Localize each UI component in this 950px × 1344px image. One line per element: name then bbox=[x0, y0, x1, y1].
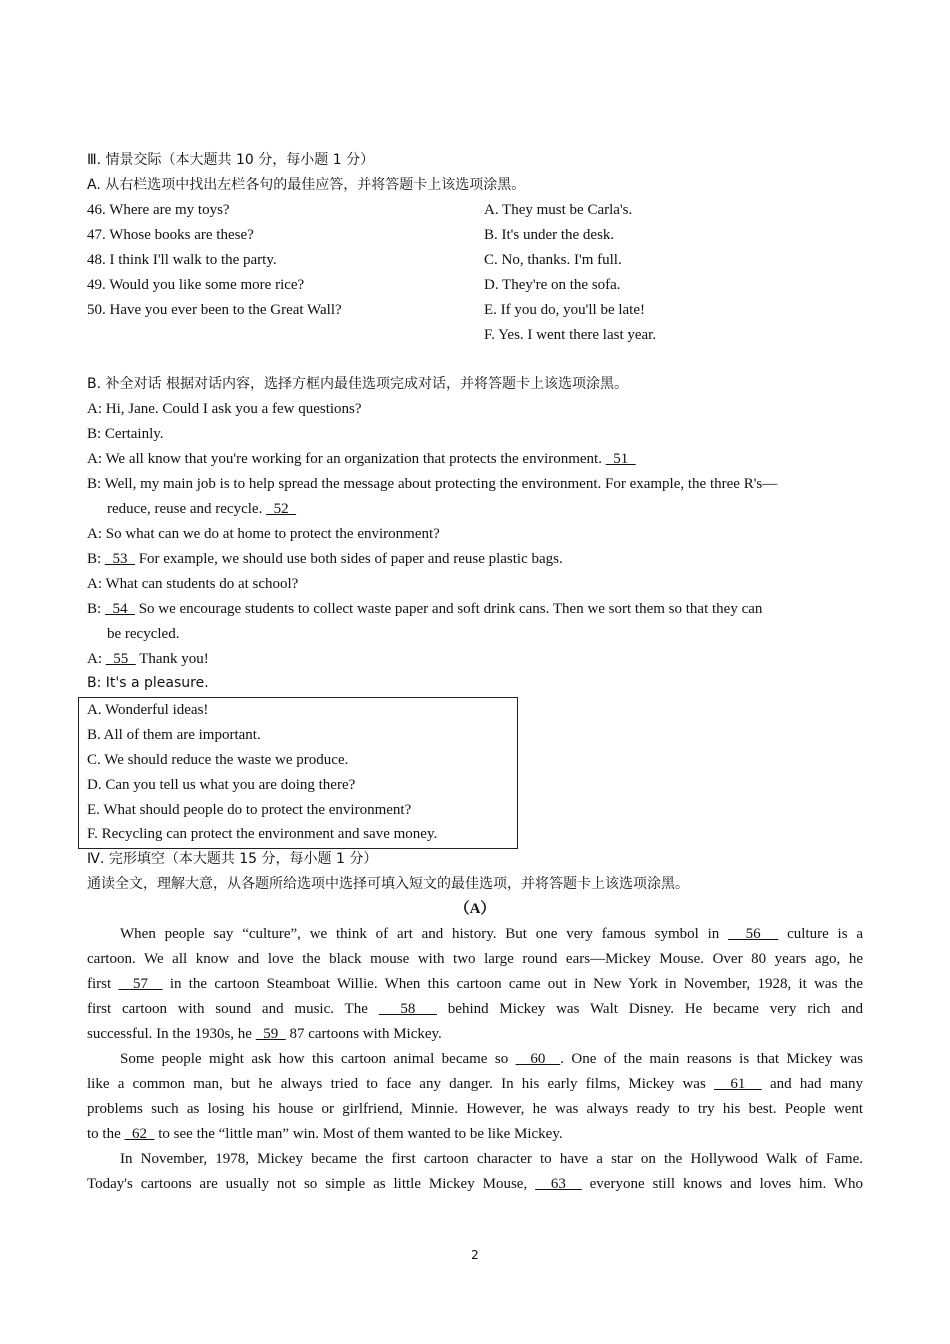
dialogue-line: A: So what can we do at home to protect the environment? bbox=[87, 526, 440, 542]
passage-text: Today's cartoons are usually not so simple as little Mickey Mouse, bbox=[87, 1176, 528, 1192]
blank-57: 57 bbox=[118, 976, 163, 992]
blank-56: 56 bbox=[728, 926, 779, 942]
dialogue-line: B: Well, my main job is to help spread the message about protecting the environment. For example, the three R's— bbox=[87, 476, 778, 492]
blank-58: 58 bbox=[378, 1001, 437, 1017]
passage-text: 87 cartoons with Mickey. bbox=[285, 1026, 442, 1042]
box-option-e: E. What should people do to protect the environment? bbox=[87, 802, 412, 818]
section-4-title: Ⅳ. 完形填空（本大题共 15 分，每小题 1 分） bbox=[87, 851, 378, 867]
page-number: 2 bbox=[471, 1248, 479, 1262]
passage-text: like a common man, but he always tried to face any danger. In his early films, Mickey was bbox=[87, 1076, 706, 1092]
blank-55: 55 bbox=[105, 651, 136, 667]
passage-line: problems such as losing his house or girlfriend, Minnie. However, he was always ready to try his best. People went bbox=[87, 1101, 863, 1117]
section-3-title: Ⅲ. 情景交际（本大题共 10 分，每小题 1 分） bbox=[87, 152, 375, 168]
passage-line bbox=[87, 1172, 863, 1197]
box-option-b: B. All of them are important. bbox=[87, 727, 261, 743]
section-4-instruction: 通读全文，理解大意，从各题所给选项中选择可填入短文的最佳选项，并将答题卡上该选项涂黑。 bbox=[87, 876, 689, 892]
options-box bbox=[78, 697, 518, 849]
passage-line bbox=[120, 922, 863, 947]
passage-line bbox=[120, 1047, 863, 1072]
question-47: 47. Whose books are these? bbox=[87, 227, 254, 243]
question-50: 50. Have you ever been to the Great Wall? bbox=[87, 302, 342, 318]
blank-62: 62 bbox=[124, 1126, 155, 1142]
passage-line bbox=[87, 1022, 442, 1047]
dialogue-text: For example, we should use both sides of paper and reuse plastic bags. bbox=[134, 551, 563, 567]
question-46: 46. Where are my toys? bbox=[87, 202, 230, 218]
dialogue-text: So we encourage students to collect waste paper and soft drink cans. Then we sort them so that they can bbox=[134, 601, 763, 617]
passage-text: and had many bbox=[761, 1076, 864, 1092]
blank-63: 63 bbox=[535, 1176, 582, 1192]
option-e: E. If you do, you'll be late! bbox=[484, 302, 645, 318]
option-a: A. They must be Carla's. bbox=[484, 202, 633, 218]
speaker-label: B: bbox=[87, 601, 102, 617]
speaker-label: B: bbox=[87, 551, 102, 567]
blank-53: 53 bbox=[104, 551, 135, 567]
option-d: D. They're on the sofa. bbox=[484, 277, 621, 293]
blank-51: 51 bbox=[605, 451, 636, 467]
dialogue-line: B: It's a pleasure. bbox=[87, 675, 209, 691]
passage-text: first cartoon with sound and music. The bbox=[87, 1001, 368, 1017]
passage-text: everyone still knows and loves him. Who bbox=[581, 1176, 864, 1192]
part-a-instruction: A. 从右栏选项中找出左栏各句的最佳应答，并将答题卡上该选项涂黑。 bbox=[87, 177, 526, 193]
box-option-d: D. Can you tell us what you are doing there? bbox=[87, 777, 356, 793]
passage-text: behind Mickey was Walt Disney. He became very rich and bbox=[436, 1001, 864, 1017]
passage-text: to see the “little man” win. Most of them wanted to be like Mickey. bbox=[154, 1126, 563, 1142]
dialogue-line: be recycled. bbox=[107, 626, 180, 642]
question-49: 49. Would you like some more rice? bbox=[87, 277, 305, 293]
passage-line bbox=[87, 997, 863, 1022]
part-b-instruction: B. 补全对话 根据对话内容，选择方框内最佳选项完成对话，并将答题卡上该选项涂黑。 bbox=[87, 376, 628, 392]
box-option-a: A. Wonderful ideas! bbox=[87, 702, 209, 718]
box-option-f: F. Recycling can protect the environment and save money. bbox=[87, 826, 438, 842]
passage-text: When people say “culture”, we think of art and history. But one very famous symbol in bbox=[120, 926, 720, 942]
dialogue-line: A: What can students do at school? bbox=[87, 576, 299, 592]
passage-text: Some people might ask how this cartoon animal became so bbox=[120, 1051, 509, 1067]
option-c: C. No, thanks. I'm full. bbox=[484, 252, 622, 268]
passage-text: successful. In the 1930s, he bbox=[87, 1026, 252, 1042]
dialogue-line bbox=[87, 547, 563, 572]
dialogue-text: A: We all know that you're working for an organization that protects the environment. bbox=[87, 451, 602, 467]
passage-line bbox=[87, 1072, 863, 1097]
blank-61: 61 bbox=[713, 1076, 762, 1092]
passage-text: first bbox=[87, 976, 112, 992]
passage-subtitle: （A） bbox=[454, 901, 496, 917]
passage-text: . One of the main reasons is that Mickey was bbox=[560, 1051, 864, 1067]
blank-54: 54 bbox=[104, 601, 135, 617]
dialogue-line bbox=[87, 447, 636, 472]
box-option-c: C. We should reduce the waste we produce. bbox=[87, 752, 349, 768]
blank-60: 60 bbox=[515, 1051, 561, 1067]
dialogue-line bbox=[87, 597, 762, 622]
dialogue-line: B: Certainly. bbox=[87, 426, 164, 442]
blank-52: 52 bbox=[266, 501, 297, 517]
passage-line bbox=[87, 972, 863, 997]
dialogue-line: A: Hi, Jane. Could I ask you a few questions? bbox=[87, 401, 362, 417]
speaker-label: A: bbox=[87, 651, 102, 667]
dialogue-text: Thank you! bbox=[135, 651, 209, 667]
dialogue-text: reduce, reuse and recycle. bbox=[107, 501, 263, 517]
dialogue-line bbox=[87, 647, 209, 672]
passage-text: to the bbox=[87, 1126, 121, 1142]
blank-59: 59 bbox=[255, 1026, 286, 1042]
passage-text: culture is a bbox=[778, 926, 864, 942]
option-b: B. It's under the desk. bbox=[484, 227, 615, 243]
passage-line bbox=[87, 1122, 563, 1147]
passage-text: in the cartoon Steamboat Willie. When this cartoon came out in New York in November, 1928, it was the bbox=[162, 976, 864, 992]
dialogue-line bbox=[107, 497, 296, 522]
option-f: F. Yes. I went there last year. bbox=[484, 327, 657, 343]
question-48: 48. I think I'll walk to the party. bbox=[87, 252, 277, 268]
passage-line: In November, 1978, Mickey became the first cartoon character to have a star on the Hollywood Walk of Fame. bbox=[120, 1151, 863, 1167]
passage-line: cartoon. We all know and love the black mouse with two large round ears—Mickey Mouse. Over 80 years ago, he bbox=[87, 951, 863, 967]
